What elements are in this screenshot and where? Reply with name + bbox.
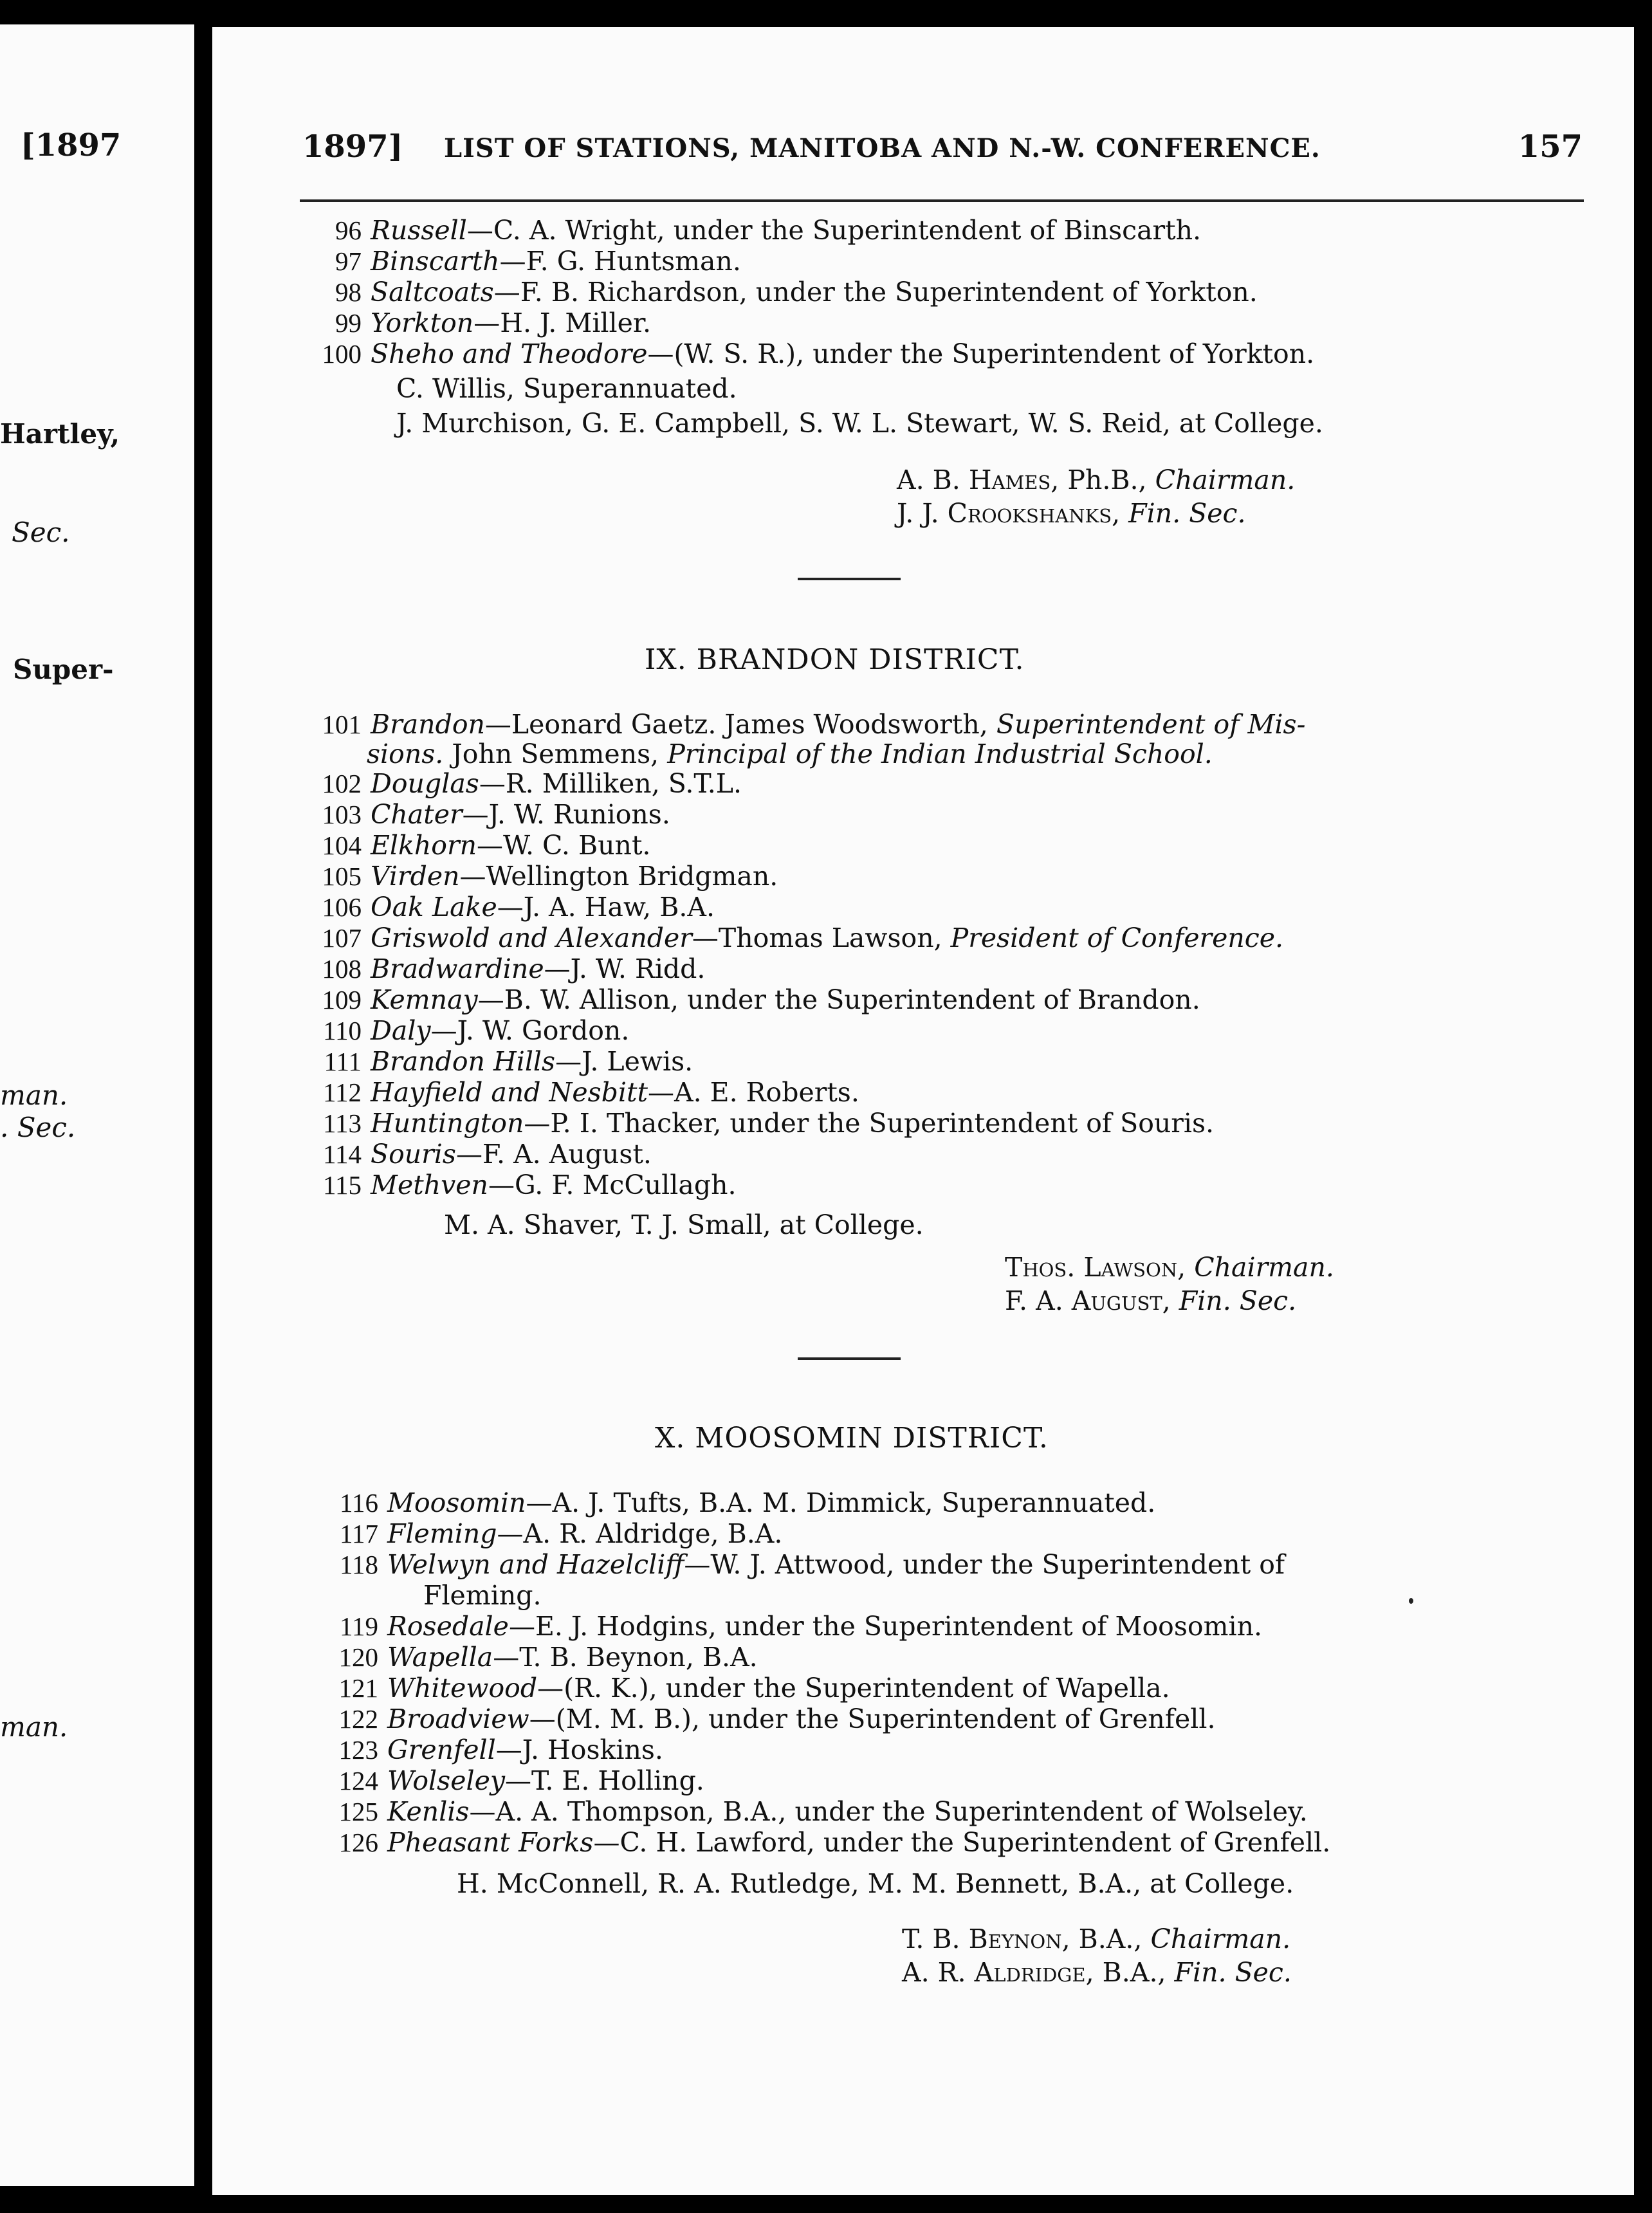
station-place: Grenfell bbox=[387, 1734, 496, 1765]
station-entry: 114 Souris—F. A. August. bbox=[323, 1139, 652, 1170]
chairman-signature: Thos. Lawson, Chairman. bbox=[1005, 1252, 1334, 1283]
district-heading: X. MOOSOMIN DISTRICT. bbox=[655, 1422, 1049, 1455]
station-entry: 126 Pheasant Forks—C. H. Lawford, under the Superintendent of Grenfell. bbox=[338, 1827, 1331, 1858]
college-note: M. A. Shaver, T. J. Small, at College. bbox=[444, 1209, 924, 1240]
station-entry: 125 Kenlis—A. A. Thompson, B.A., under the Superintendent of Wolseley. bbox=[338, 1796, 1308, 1827]
fin-sec-signature: F. A. August, Fin. Sec. bbox=[1005, 1285, 1297, 1316]
page-number: 157 bbox=[1518, 129, 1583, 165]
station-entry: 118 Welwyn and Hazelcliff—W. J. Attwood, under the Superintendent of bbox=[340, 1549, 1285, 1580]
station-place: Saltcoats bbox=[371, 277, 494, 308]
station-place: Virden bbox=[371, 861, 460, 892]
right-page bbox=[212, 27, 1634, 2195]
station-entry: 101 Brandon—Leonard Gaetz. James Woodsworth, Superintendent of Mis- bbox=[322, 709, 1306, 740]
left-fragment: Hartley, bbox=[0, 418, 120, 450]
station-entry: 123 Grenfell—J. Hoskins. bbox=[338, 1734, 663, 1765]
college-note: H. McConnell, R. A. Rutledge, M. M. Bennett, B.A., at College. bbox=[457, 1868, 1294, 1899]
station-entry: 122 Broadview—(M. M. B.), under the Superintendent of Grenfell. bbox=[338, 1703, 1216, 1734]
station-place: Oak Lake bbox=[371, 892, 497, 923]
station-place: Kemnay bbox=[371, 984, 478, 1015]
station-place: Brandon bbox=[371, 709, 485, 740]
entry-continuation: sions. John Semmens, Principal of the Indian Industrial School. bbox=[367, 739, 1213, 769]
station-place: Hayfield and Nesbitt bbox=[371, 1077, 648, 1108]
station-entry: 108 Bradwardine—J. W. Ridd. bbox=[322, 953, 706, 984]
station-place: Griswold and Alexander bbox=[371, 923, 692, 953]
station-entry: 100 Sheho and Theodore—(W. S. R.), under the Superintendent of Yorkton. bbox=[322, 338, 1315, 369]
station-entry: 105 Virden—Wellington Bridgman. bbox=[322, 861, 778, 892]
station-entry: 113 Huntington—P. I. Thacker, under the Superintendent of Souris. bbox=[323, 1108, 1215, 1139]
fin-sec-signature: A. R. Aldridge, B.A., Fin. Sec. bbox=[902, 1957, 1292, 1988]
station-entry: 124 Wolseley—T. E. Holling. bbox=[338, 1765, 704, 1796]
station-entry: 97 Binscarth—F. G. Huntsman. bbox=[335, 246, 741, 277]
section-rule bbox=[798, 578, 901, 580]
station-entry: 119 Rosedale—E. J. Hodgins, under the Superintendent of Moosomin. bbox=[340, 1611, 1263, 1642]
station-entry: 117 Fleming—A. R. Aldridge, B.A. bbox=[340, 1518, 783, 1549]
left-fragment: Sec. bbox=[12, 517, 70, 548]
station-place: Brandon Hills bbox=[371, 1046, 556, 1077]
chairman-signature: A. B. Hames, Ph.B., Chairman. bbox=[897, 464, 1296, 495]
station-entry: 121 Whitewood—(R. K.), under the Superintendent of Wapella. bbox=[338, 1673, 1170, 1703]
station-entry: 120 Wapella—T. B. Beynon, B.A. bbox=[338, 1642, 758, 1673]
station-place: Methven bbox=[371, 1170, 488, 1200]
station-entry: 116 Moosomin—A. J. Tufts, B.A. M. Dimmick, Superannuated. bbox=[340, 1487, 1156, 1518]
station-place: Douglas bbox=[371, 768, 479, 799]
station-place: Fleming bbox=[387, 1518, 497, 1549]
header-year: 1897] bbox=[302, 129, 403, 165]
station-place: Sheho and Theodore bbox=[371, 338, 648, 369]
left-fragment: . Sec. bbox=[0, 1112, 76, 1143]
station-place: Elkhorn bbox=[371, 830, 477, 861]
left-fragment: man. bbox=[0, 1711, 68, 1743]
station-place: Kenlis bbox=[387, 1796, 470, 1827]
station-place: Souris bbox=[371, 1139, 456, 1170]
station-place: Chater bbox=[371, 799, 463, 830]
station-entry: 106 Oak Lake—J. A. Haw, B.A. bbox=[322, 892, 715, 923]
station-entry: 111 Brandon Hills—J. Lewis. bbox=[324, 1046, 693, 1077]
station-entry: 98 Saltcoats—F. B. Richardson, under the Superintendent of Yorkton. bbox=[335, 277, 1258, 308]
left-fragment: Super- bbox=[13, 654, 114, 685]
header-rule bbox=[300, 199, 1584, 202]
station-entry: 115 Methven—G. F. McCullagh. bbox=[323, 1170, 737, 1200]
station-place: Moosomin bbox=[387, 1487, 526, 1518]
station-place: Daly bbox=[371, 1015, 431, 1046]
station-place: Pheasant Forks bbox=[387, 1827, 594, 1858]
header-title: LIST OF STATIONS, MANITOBA AND N.-W. CONFERENCE. bbox=[444, 133, 1321, 163]
fin-sec-signature: J. J. Crookshanks, Fin. Sec. bbox=[897, 498, 1246, 529]
station-entry: 112 Hayfield and Nesbitt—A. E. Roberts. bbox=[323, 1077, 859, 1108]
station-place: Wapella bbox=[387, 1642, 493, 1673]
station-entry: 107 Griswold and Alexander—Thomas Lawson, President of Conference. bbox=[322, 923, 1284, 953]
station-place: Yorkton bbox=[371, 308, 474, 338]
left-page-number: [1897 bbox=[21, 127, 122, 163]
station-place: Broadview bbox=[387, 1703, 529, 1734]
station-entry: 96 Russell—C. A. Wright, under the Superintendent of Binscarth. bbox=[335, 215, 1202, 246]
ink-speck bbox=[1409, 1598, 1413, 1604]
station-entry: 99 Yorkton—H. J. Miller. bbox=[335, 308, 652, 338]
station-entry: 102 Douglas—R. Milliken, S.T.L. bbox=[322, 768, 742, 799]
station-entry: 110 Daly—J. W. Gordon. bbox=[323, 1015, 630, 1046]
station-place: Wolseley bbox=[387, 1765, 505, 1796]
station-entry: 109 Kemnay—B. W. Allison, under the Superintendent of Brandon. bbox=[322, 984, 1200, 1015]
station-place: Whitewood bbox=[387, 1673, 538, 1703]
station-place: Russell bbox=[371, 215, 467, 246]
chairman-signature: T. B. Beynon, B.A., Chairman. bbox=[902, 1924, 1291, 1954]
left-fragment: man. bbox=[0, 1079, 68, 1111]
section-rule bbox=[798, 1357, 901, 1360]
station-place: Bradwardine bbox=[371, 953, 544, 984]
station-entry: 103 Chater—J. W. Runions. bbox=[322, 799, 670, 830]
station-place: Rosedale bbox=[387, 1611, 509, 1642]
running-header bbox=[302, 116, 1583, 212]
station-place: Huntington bbox=[371, 1108, 524, 1139]
college-note: J. Murchison, G. E. Campbell, S. W. L. Stewart, W. S. Reid, at College. bbox=[396, 408, 1323, 439]
station-entry: 104 Elkhorn—W. C. Bunt. bbox=[322, 830, 651, 861]
superannuated-note: C. Willis, Superannuated. bbox=[396, 373, 737, 404]
station-place: Binscarth bbox=[371, 246, 500, 277]
left-page bbox=[0, 24, 194, 2186]
district-heading: IX. BRANDON DISTRICT. bbox=[645, 643, 1025, 676]
entry-continuation: Fleming. bbox=[423, 1580, 542, 1611]
station-place: Welwyn and Hazelcliff bbox=[387, 1549, 684, 1580]
